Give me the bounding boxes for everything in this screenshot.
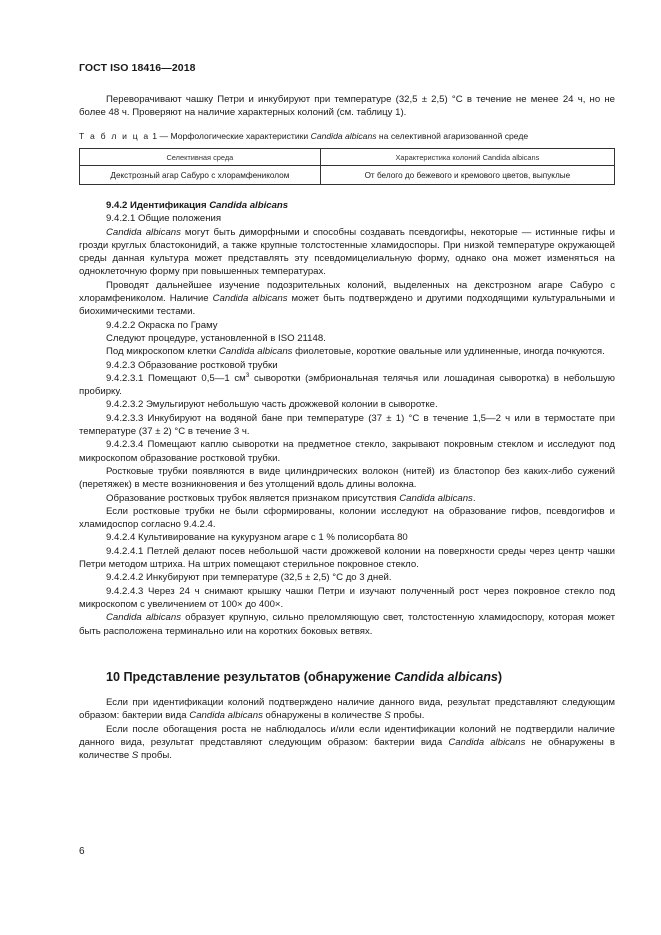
subheading-9-4-2-1: 9.4.2.1 Общие положения	[106, 213, 222, 225]
section-10-title: 10 Представление результатов (обнаружение Candida albicans)	[106, 670, 503, 684]
morphology-table	[79, 148, 615, 185]
intro-paragraph: Переворачивают чашку Петри и инкубируют при температуре (32,5 ± 2,5) °C в течение не менее 24 ч, но не более 48 ч. Проверяют на наличие характерных колоний (см. таблицу 1).	[79, 94, 615, 119]
paragraph: Ростковые трубки появляются в виде цилиндрических волокон (нитей) из бластопор без каких-либо сужений (перетяжек) в месте возникновения и без утолщений вдоль длины волокна.	[79, 465, 615, 491]
paragraph: 9.4.2.3.3 Инкубируют на водяной бане при температуре (37 ± 1) °C в течение 1,5—2 ч или в термостате при температуре (37 ± 2) °C в течение 3 ч.	[79, 412, 615, 438]
table-caption-species: Candida albicans	[310, 131, 377, 141]
paragraph: Следуют процедуре, установленной в ISO 21148.	[106, 332, 326, 344]
paragraph: 9.4.2.3.1 Помещают 0,5—1 $см^3$ сыворотки (эмбриональная телячья или лошадиная сыворотка) в небольшую пробирку.	[79, 371, 616, 398]
paragraph: 9.4.2.4.2 Инкубируют при температуре (32,5 ± 2,5) °C до 3 дней.	[106, 572, 392, 584]
section-heading-9-4-2: 9.4.2 Идентификация Candida albicans	[106, 200, 289, 211]
document-header: ГОСТ ISO 18416—2018	[79, 62, 196, 74]
table-header-cell: Характеристика колоний Candida albicans	[320, 149, 614, 166]
paragraph: Если после обогащения роста не наблюдалось и/или если идентификации колоний не подтвердили наличие данного вида, результат представляют следующим образом: бактерии вида Candida albicans не обнаружены в количестве S пробы.	[79, 723, 615, 762]
paragraph: Candida albicans образует крупную, сильно преломляющую свет, толстостенную хламидоспору, которая может быть расположена терминально или на коротких боковых ветвях.	[79, 612, 615, 637]
table-cell: Декстрозный агар Сабуро с хлорамфениколом	[80, 166, 321, 185]
table-caption-prefix: Т а б л и ц а	[79, 131, 150, 141]
table-row	[80, 166, 615, 185]
intro-block	[79, 93, 615, 120]
paragraph: 9.4.2.4.1 Петлей делают посев небольшой части дрожжевой колонии на поверхности среды через центр чашки Петри методом штриха. На штрих помещают стерильное покровное стекло.	[79, 545, 615, 571]
table-caption-number: 1	[152, 131, 158, 141]
paragraph: 9.4.2.4.3 Через 24 ч снимают крышку чашки Петри и изучают полученный рост через покровное стекло под микроскопом с увеличением от 100× до 400×.	[79, 585, 615, 610]
paragraph: 9.4.2.3.4 Помещают каплю сыворотки на предметное стекло, закрывают покровным стеклом и исследуют под микроскопом образование ростковой трубки.	[79, 439, 615, 464]
table-caption-dash: — Морфологические характеристики	[157, 131, 311, 141]
paragraph: Если ростковые трубки не были сформированы, колонии исследуют на образование гифов, псевдогифов и хламидоспор согласно 9.4.2.4.	[79, 505, 615, 531]
section-9-4-2	[79, 199, 615, 638]
paragraph: Под микроскопом клетки Candida albicans фиолетовые, короткие овальные или удлиненные, иногда почкуются.	[106, 346, 605, 358]
paragraph: Если при идентификации колоний подтверждено наличие данного вида, результат представляют следующим образом: бактерии вида Candida albicans обнаружены в количестве S пробы.	[79, 697, 615, 722]
paragraph: Образование ростковых трубок является признаком присутствия Candida albicans.	[106, 492, 476, 504]
section-10-body	[79, 696, 615, 762]
subheading-9-4-2-3: 9.4.2.3 Образование ростковой трубки	[106, 359, 278, 371]
page-number: 6	[79, 846, 85, 857]
table-caption	[79, 130, 528, 142]
paragraph: Candida albicans могут быть диморфными и способны создавать псевдогифы, некоторые — истинные гифы и грозди круглых бластоконидий, а также крупные толстостенные хламидоспоры. При низкой температуре окружающей среды данная культура может представлять эту псевдомицелиальную форму, однако она может изменяться на одноклеточную форму при повышенных температурах.	[79, 226, 615, 278]
paragraph: 9.4.2.3.2 Эмульгируют небольшую часть дрожжевой колонии в сыворотке.	[106, 399, 438, 411]
table-header-cell: Селективная среда	[80, 149, 321, 166]
subheading-9-4-2-2: 9.4.2.2 Окраска по Граму	[106, 319, 218, 331]
paragraph: Проводят дальнейшее изучение подозрительных колоний, выделенных на декстрозном агаре Сабуро с хлорамфениколом. Наличие Candida albicans может быть подтверждено и другими подходящими культуральными и биохимическими тестами.	[79, 279, 615, 318]
table-caption-rest: на селективной агаризованной среде	[376, 131, 529, 141]
table-header-row	[80, 149, 615, 166]
table-cell: От белого до бежевого и кремового цветов, выпуклые	[320, 166, 614, 185]
subheading-9-4-2-4: 9.4.2.4 Культивирование на кукурузном агаре с 1 % полисорбата 80	[106, 532, 408, 544]
